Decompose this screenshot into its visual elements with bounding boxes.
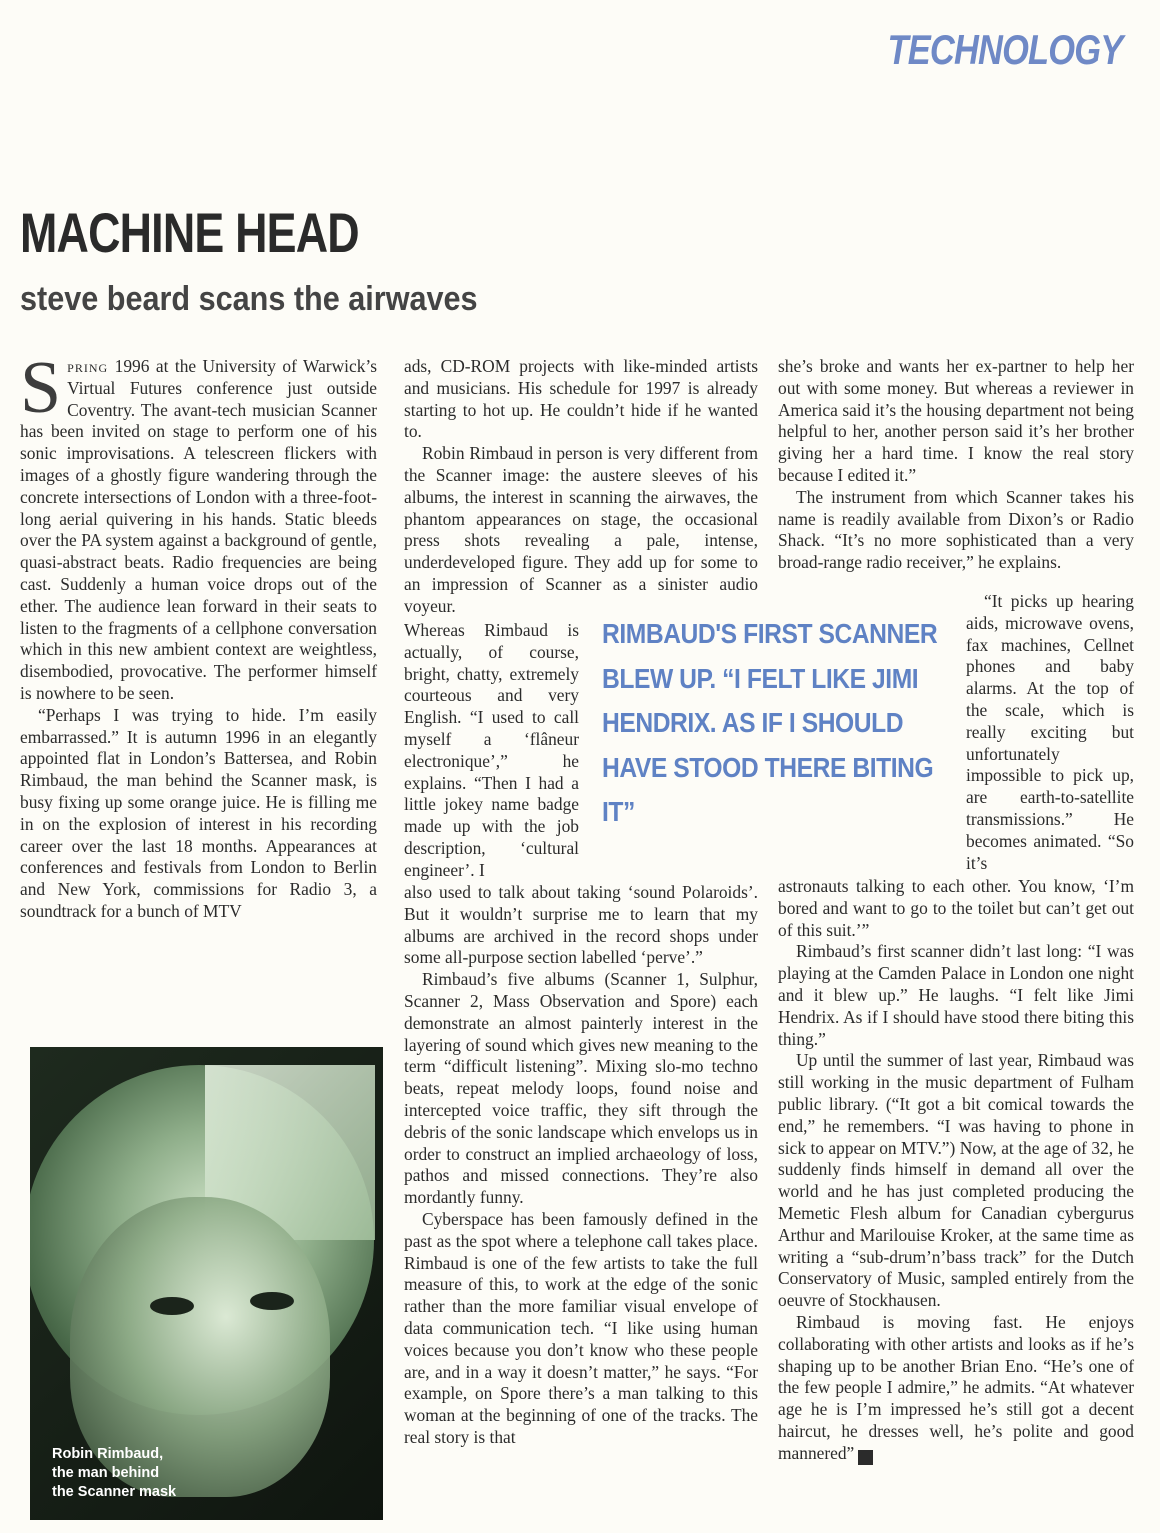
paragraph: Up until the summer of last year, Rimbaud was still working in the music department of Fulham public library. (“It got a bit comical towards the end,” he remembers. “I was having to phone in sick to appear on MTV.”) Now, at the age of 32, he suddenly finds himself in demand all over the world and he has just completed producing the Memetic Flesh album for Canadian cybergurus Arthur and Marilouise Kroker, at the same time as writing a “sub-drum’n’bass track” for the Dutch Conservatory of Music, sampled entirely from the oeuvre of Stockhausen.	[778, 1050, 1134, 1311]
section-label: TECHNOLOGY	[887, 26, 1122, 73]
paragraph: The instrument from which Scanner takes his name is readily available from Dixon’s or Radio Shack. “It’s no more sophisticated than a very broad-range radio receiver,” he explains.	[778, 486, 1134, 573]
standfirst: steve beard scans the airwaves	[20, 280, 478, 318]
paragraph: Rimbaud’s first scanner didn’t last long: “I was playing at the Camden Palace in London one night and it blew up.” He laughs. “I felt like Jimi Hendrix. As if I should have stood there biting this thing.”	[778, 941, 1134, 1049]
paragraph: “Perhaps I was trying to hide. I’m easily embarrassed.” It is autumn 1996 in an elegantly appointed flat in London’s Battersea, and Robin Rimbaud, the man behind the Scanner mask, is busy fixing up some orange juice. He is filling me in on the explosion of interest in his recording career over the last 18 months. Appearances at conferences and festivals from London to Berlin and New York, commissions for Radio 3, a soundtrack for a bunch of MTV	[20, 704, 377, 921]
caption-line: Robin Rimbaud,	[52, 1446, 164, 1462]
column-3-continued	[778, 876, 1134, 1465]
lead-in: pring	[67, 356, 109, 376]
paragraph-text: 1996 at the University of Warwick’s Virtual Futures conference just outside Coventry. The avant-tech musician Scanner has been invited on stage to perform one of his sonic improvisations. A telescreen flickers with images of a ghostly figure wandering through the concrete intersections of London with a three-foot-long aerial quivering in his hands. Static bleeds over the PA system against a background of gentle, quasi-abstract beats. Radio frequencies are being cast. Suddenly a human voice drops out of the ether. The audience lean forward in their seats to listen to the fragments of a cellphone conversation which in this new ambient context are weightless, disembodied, provocative. The performer himself is nowhere to be seen.	[20, 356, 377, 703]
caption-line: the Scanner mask	[52, 1484, 177, 1500]
end-mark-icon: A	[858, 1450, 873, 1465]
pull-quote: RIMBAUD'S FIRST SCANNER BLEW UP. “I FELT LIKE JIMI HENDRIX. AS IF I SHOULD HAVE STOOD THERE BITING IT”	[602, 618, 938, 827]
paragraph: Whereas Rimbaud is actually, of course, bright, chatty, extremely courteous and very English. “I used to call myself a ‘flâneur electronique’,” he explains. “Then I had a little jokey name badge made up with the job description, ‘cultural engineer’. I	[404, 620, 579, 880]
photo-caption	[52, 1445, 252, 1502]
caption-line: the man behind	[52, 1465, 160, 1481]
paragraph: Robin Rimbaud in person is very different from the Scanner image: the austere sleeves of his albums, the interest in scanning the airwaves, the phantom appearances on stage, the occasional press shots revealing a pale, intense, underdeveloped figure. They add up for some to an impression of Scanner as a sinister audio voyeur.	[404, 443, 758, 616]
paragraph	[778, 1312, 1134, 1465]
paragraph: astronauts talking to each other. You know, ‘I’m bored and want to go to the toilet but can’t get out of this suit.’”	[778, 876, 1134, 940]
paragraph: ads, CD-ROM projects with like-minded artists and musicians. His schedule for 1997 is already starting to hot up. He couldn’t hide if he wanted to.	[404, 356, 758, 442]
column-2	[404, 356, 758, 618]
headline: MACHINE HEAD	[20, 201, 359, 264]
eye-graphic	[150, 1297, 194, 1315]
column-3-narrow	[966, 591, 1134, 874]
paragraph: she’s broke and wants her ex-partner to help her out with some money. But whereas a reviewer in America said it’s the housing department not being helpful to her, another person said it’s her brother giving her a hard time. I know the real story because I edited it.”	[778, 356, 1134, 485]
paragraph	[20, 347, 377, 705]
paragraph: Rimbaud’s five albums (Scanner 1, Sulphur, Scanner 2, Mass Observation and Spore) each demonstrate an almost painterly interest in the layering of sound which gives new meaning to the term “difficult listening”. Mixing slo-mo techno beats, repeat melody loops, found noise and intercepted voice traffic, they sift through the debris of the sonic landscape which envelops us in order to construct an implied archaeology of loss, pathos and missed connections. They’re also mordantly funny.	[404, 969, 758, 1208]
photo-robin-rimbaud	[30, 1047, 383, 1520]
drop-cap: S	[20, 347, 62, 429]
column-1	[20, 347, 377, 923]
column-2-continued	[404, 882, 758, 1449]
eye-graphic	[250, 1292, 294, 1310]
paragraph: “It picks up hearing aids, microwave ovens, fax machines, Cellnet phones and baby alarms. At the top of the scale, which is really exciting but unfortunately impossible to pick up, are earth-to-satellite transmissions.” He becomes animated. “So it’s	[966, 591, 1134, 873]
paragraph-text: Rimbaud is moving fast. He enjoys collaborating with other artists and looks as if he’s shaping up to be another Brian Eno. “He’s one of the few people I admire,” he admits. “At whatever age he is I’m impressed he’s still got a decent haircut, he dresses well, he’s polite and good mannered”	[778, 1311, 1134, 1463]
paragraph: Cyberspace has been famously defined in the past as the spot where a telephone call takes place. Rimbaud is one of the few artists to take the full measure of this, to work at the edge of the sonic rather than the more familiar visual envelope of data communication tech. “I like using human voices because you don’t know who these people are, and in a way it doesn’t matter,” he says. “For example, on Spore there’s a man talking to this woman at the beginning of one of the tracks. The real story is that	[404, 1208, 758, 1447]
column-3	[778, 356, 1134, 574]
column-2-narrow	[404, 620, 579, 882]
paragraph: also used to talk about taking ‘sound Polaroids’. But it wouldn’t surprise me to learn that my albums are archived in the record shops under some all-purpose section labelled ‘perve’.”	[404, 882, 758, 968]
